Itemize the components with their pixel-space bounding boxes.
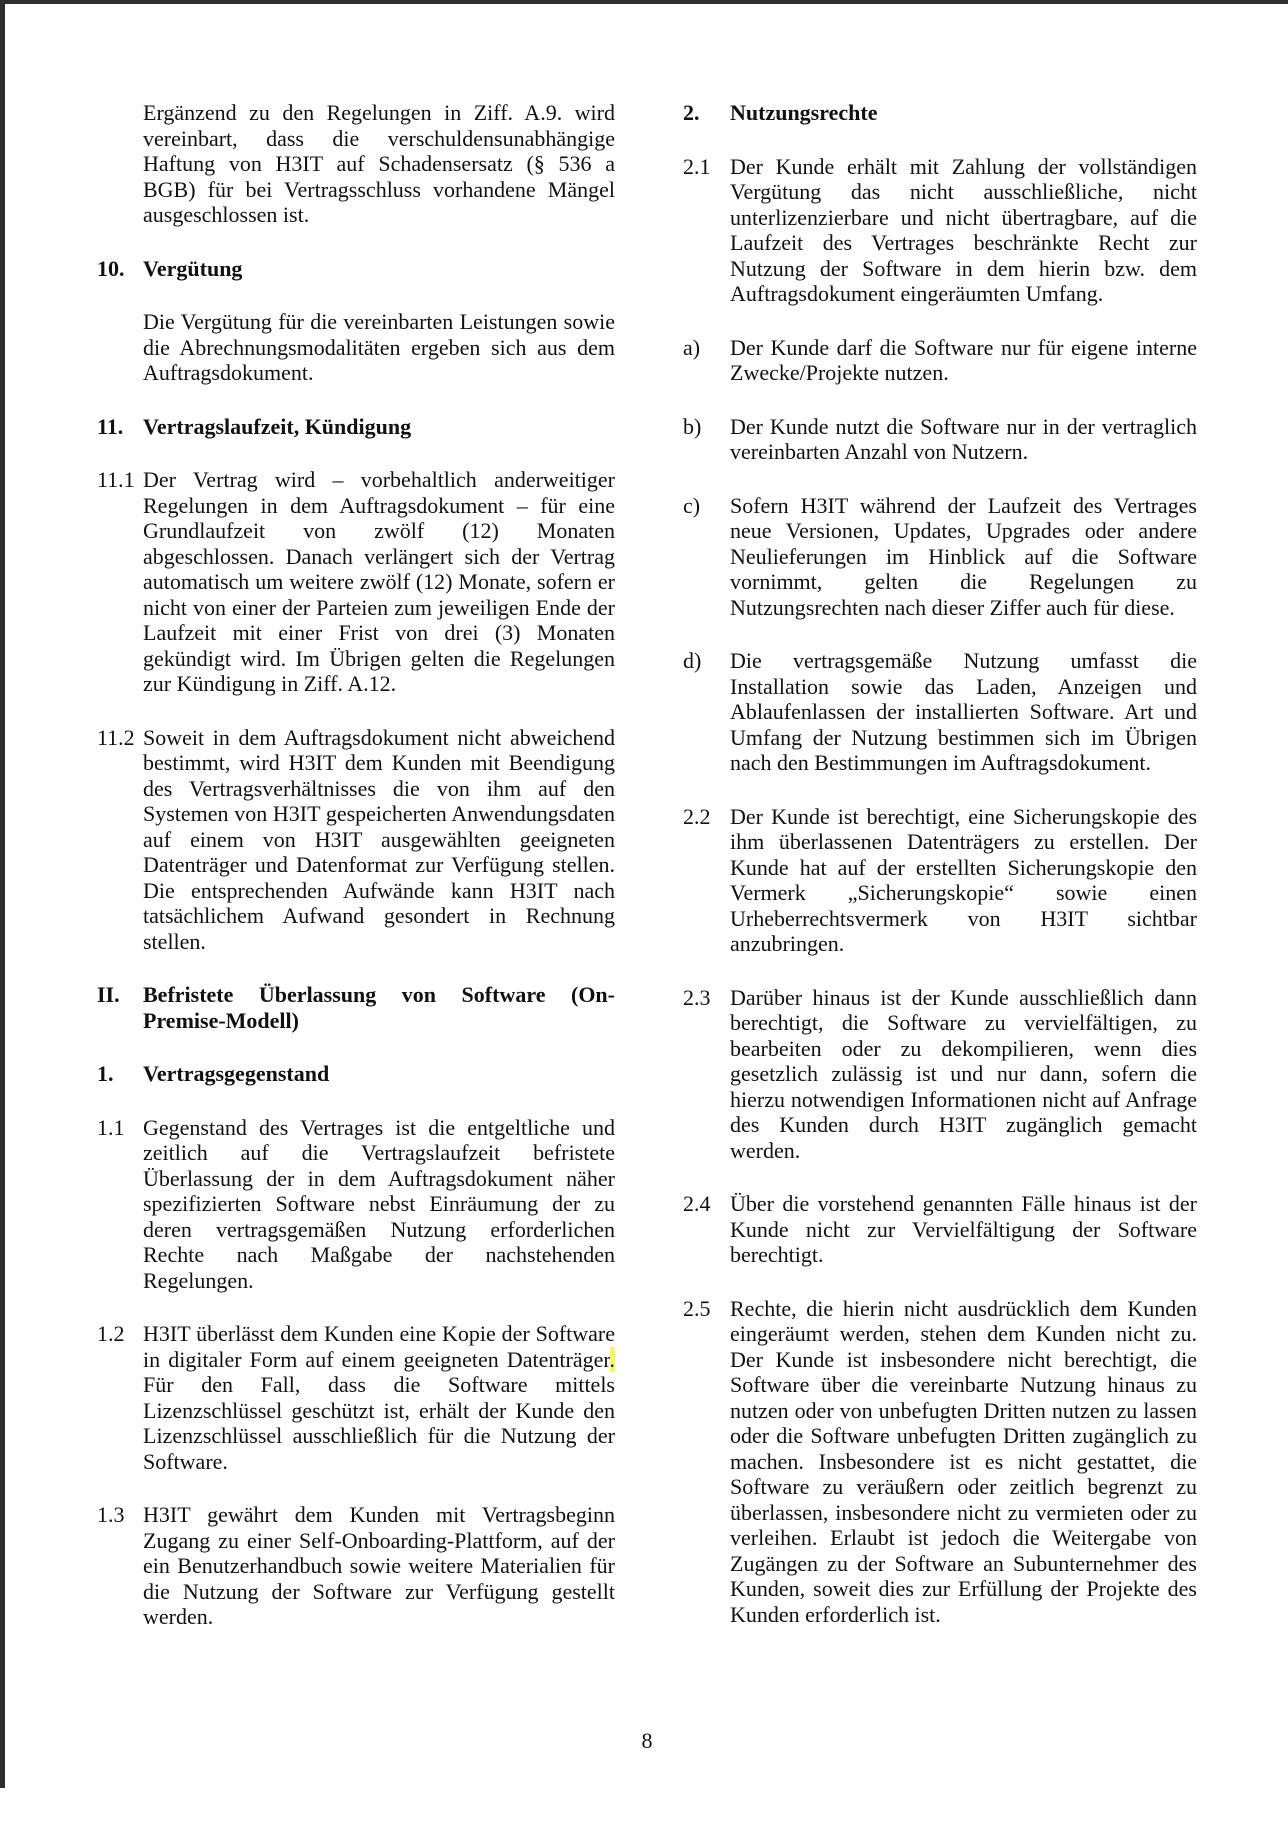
clause-number: 2.4: [683, 1191, 711, 1216]
clause-text: Der Kunde darf die Software nur für eigene interne Zwecke/Projekte nutzen.: [730, 334, 1197, 385]
heading-2-nutzungsrechte: [683, 100, 1197, 126]
heading-text: Nutzungsrechte: [730, 100, 878, 125]
heading-1-vertragsgegenstand: [97, 1061, 615, 1087]
clause-text: Darüber hinaus ist der Kunde ausschließlich dann berechtigt, die Software zu vervielfältigen, zu bearbeiten oder zu dekompilieren, wenn dies gesetzlich zulässig ist und nur dann, sofern die hierzu notwendigen Informationen nicht auf Anfrage des Kunden durch H3IT zugänglich gemacht werden.: [730, 984, 1197, 1163]
clause-2-1-d: [683, 648, 1197, 776]
clause-11-1: [97, 467, 615, 697]
heading-11-vertragslaufzeit: [97, 414, 615, 440]
clause-2-3: [683, 985, 1197, 1164]
paragraph-vergutung-body: [97, 309, 615, 386]
clause-text: Soweit in dem Auftragsdokument nicht abweichend bestimmt, wird H3IT dem Kunden mit Beendigung des Vertragsverhältnisses die von ihm auf den Systemen von H3IT gespeicherten Anwendungsdaten auf einem von H3IT ausgewählten geeigneten Datenträger und Datenformat zur Verfügung stellen. Die entsprechenden Aufwände kann H3IT nach tatsächlichem Aufwand gesondert in Rechnung stellen.: [143, 724, 615, 954]
heading-number: 11.: [97, 413, 124, 439]
clause-1-2: [97, 1321, 615, 1474]
clause-2-5: [683, 1296, 1197, 1628]
clause-2-1: [683, 154, 1197, 307]
clause-text: H3IT gewährt dem Kunden mit Vertragsbeginn Zugang zu einer Self-Onboarding-Plattform, auf der ein Benutzerhandbuch sowie weitere Materialien für die Nutzung der Software zur Verfügung gestellt werden.: [143, 1502, 615, 1629]
clause-text-after-highlight: Für den Fall, dass die Software mittels Lizenzschlüssel geschützt ist, erhält der Kunde den Lizenzschlüssel ausschließlich für die Nutzung der Software.: [143, 1372, 615, 1474]
heading-number: 1.: [97, 1061, 114, 1086]
clause-1-3: [97, 1502, 615, 1630]
page-number: 8: [641, 1728, 653, 1753]
right-column: [683, 100, 1197, 1655]
clause-text: Rechte, die hierin nicht ausdrücklich dem Kunden eingeräumt werden, stehen dem Kunden nicht zu. Der Kunde ist insbesondere nicht berechtigt, die Software über die vereinbarte Nutzung hinaus zu nutzen oder von unbefugten Dritten nutzen zu lassen oder die Software unbefugten Dritten zugänglich zu machen. Insbesondere ist es nicht gestattet, die Software zu veräußern oder zeitlich begrenzt zu überlassen, insbesondere nicht zu vermieten oder zu verleihen. Erlaubt ist jedoch die Weitergabe von Zugängen zu der Software an Subunternehmer des Kunden, soweit dies zur Erfüllung der Projekte des Kunden erforderlich ist.: [730, 1295, 1197, 1627]
clause-2-1-b: [683, 414, 1197, 465]
heading-text: Befristete Überlassung von Software (On-Premise-Modell): [143, 982, 615, 1033]
clause-text: Über die vorstehend genannten Fälle hinaus ist der Kunde nicht zur Vervielfältigung der Software berechtigt.: [730, 1191, 1197, 1267]
clause-number: 2.2: [683, 803, 711, 829]
clause-number: 2.5: [683, 1295, 711, 1321]
clause-1-1: [97, 1115, 615, 1294]
clause-text-before-highlight: H3IT überlässt dem Kunden eine Kopie der Software in digitaler Form auf einem geeigneten Datenträger: [143, 1321, 615, 1372]
clause-number: 2.1: [683, 153, 711, 179]
clause-text: Der Kunde ist berechtigt, eine Sicherungskopie des ihm überlassenen Datenträgers zu erstellen. Der Kunde hat auf der erstellten Sicherungskopie den Vermerk „Sicherungskopie“ sowie einen Urheberrechtsvermerk von H3IT sichtbar anzubringen.: [730, 803, 1197, 956]
clause-text: Der Kunde nutzt die Software nur in der vertraglich vereinbarten Anzahl von Nutzern.: [730, 413, 1197, 464]
page-frame-top-border: [0, 0, 1288, 4]
clause-letter: c): [683, 492, 701, 518]
heading-text: Vertragslaufzeit, Kündigung: [143, 413, 412, 439]
left-column: [97, 100, 615, 1658]
clause-2-4: [683, 1191, 1197, 1268]
heading-text: Vertragsgegenstand: [143, 1061, 330, 1086]
paragraph-erganzend: [97, 100, 615, 228]
clause-number: 1.1: [97, 1114, 125, 1140]
clause-text: [143, 1321, 615, 1474]
clause-text: Der Kunde erhält mit Zahlung der vollständigen Vergütung das nicht ausschließliche, nicht unterlizenzierbare und nicht übertragbare, auf die Laufzeit des Vertrages beschränkte Recht zur Nutzung der Software in dem hierin bzw. dem Auftragsdokument eingeräumten Umfang.: [730, 153, 1197, 306]
highlight-mark: .: [609, 1346, 615, 1372]
clause-letter: b): [683, 413, 702, 439]
clause-text: Die vertragsgemäße Nutzung umfasst die Installation sowie das Laden, Anzeigen und Ablaufenlassen der installierten Software. Art und Umfang der Nutzung bestimmen sich im Übrigen nach den Bestimmungen im Auftragsdokument.: [730, 648, 1197, 775]
heading-ii-befristete-uberlassung: [97, 982, 615, 1033]
paragraph-text: Ergänzend zu den Regelungen in Ziff. A.9. wird vereinbart, dass die verschuldensunabhängige Haftung von H3IT auf Schadensersatz (§ 536 a BGB) für bei Vertragsschluss vorhandene Mängel ausgeschlossen ist.: [143, 100, 615, 227]
clause-11-2: [97, 725, 615, 955]
clause-2-2: [683, 804, 1197, 957]
clause-letter: d): [683, 648, 702, 673]
clause-text: Sofern H3IT während der Laufzeit des Vertrages neue Versionen, Updates, Upgrades oder andere Neulieferungen im Hinblick auf die Software vornimmt, gelten die Regelungen zu Nutzungsrechten nach dieser Ziffer auch für diese.: [730, 492, 1197, 620]
heading-number: II.: [97, 982, 120, 1007]
page-frame-left-border: [0, 0, 5, 1788]
heading-text: Vergütung: [143, 255, 243, 281]
clause-number: 11.2: [97, 724, 135, 750]
clause-number: 1.3: [97, 1502, 125, 1527]
clause-2-1-a: [683, 335, 1197, 386]
clause-text: Gegenstand des Vertrages ist die entgeltliche und zeitlich auf die Vertragslaufzeit befristete Überlassung der in dem Auftragsdokument näher spezifizierten Software nebst Einräumung der zu deren vertragsgemäßen Nutzung erforderlichen Rechte nach Maßgabe der nachstehenden Regelungen.: [143, 1114, 615, 1293]
heading-10-vergutung: [97, 256, 615, 282]
paragraph-text: Die Vergütung für die vereinbarten Leistungen sowie die Abrechnungsmodalitäten ergeben sich aus dem Auftragsdokument.: [143, 309, 615, 385]
heading-number: 10.: [97, 255, 125, 281]
clause-letter: a): [683, 334, 701, 360]
clause-2-1-c: [683, 493, 1197, 621]
clause-number: 1.2: [97, 1321, 125, 1346]
clause-number: 11.1: [97, 467, 135, 492]
clause-number: 2.3: [683, 984, 711, 1010]
clause-text: Der Vertrag wird – vorbehaltlich anderweitiger Regelungen in dem Auftragsdokument – für eine Grundlaufzeit von zwölf (12) Monaten abgeschlossen. Danach verlängert sich der Vertrag automatisch um weitere zwölf (12) Monate, sofern er nicht von einer der Parteien zum jeweiligen Ende der Laufzeit mit einer Frist von drei (3) Monaten gekündigt wird. Im Übrigen gelten die Regelungen zur Kündigung in Ziff. A.12.: [143, 467, 615, 696]
heading-number: 2.: [683, 100, 700, 125]
